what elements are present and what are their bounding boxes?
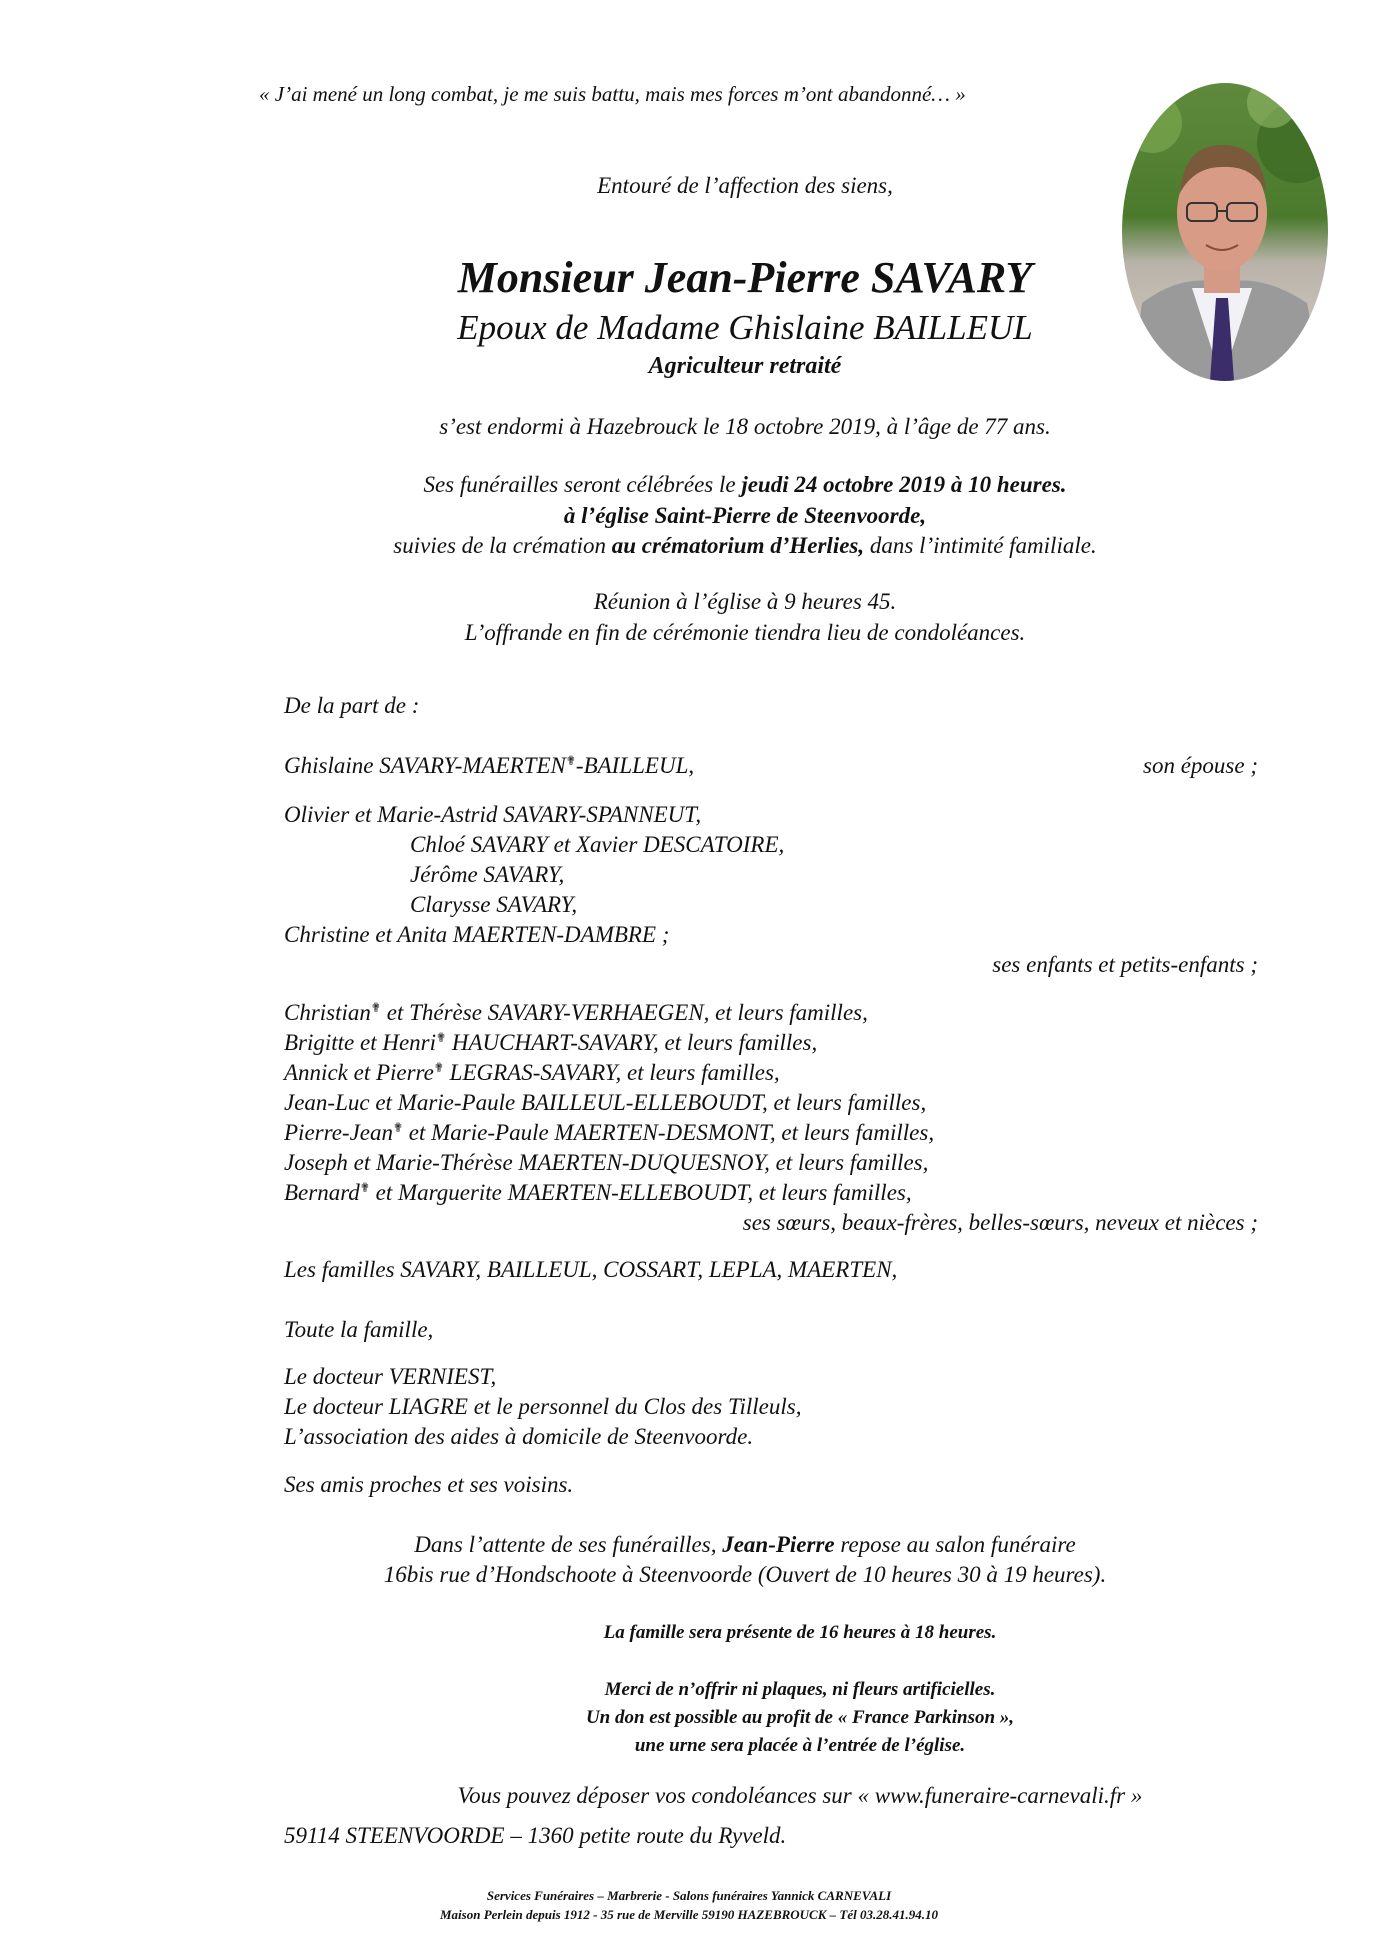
grandchild-line: Chloé SAVARY et Xavier DESCATOIRE, (410, 832, 785, 857)
funeral-church: à l’église Saint-Pierre de Steenvoorde, (563, 503, 927, 528)
epigraph-quote: « J’ai mené un long combat, je me suis battu, mais mes forces m’ont abandonné… » (259, 82, 966, 106)
families-line: Les familles SAVARY, BAILLEUL, COSSART, LEPLA, MAERTEN, (284, 1257, 898, 1282)
deceased-name: Monsieur Jean-Pierre SAVARY (457, 253, 1033, 302)
cross-icon: ✟ (370, 1000, 381, 1015)
offering-note: L’offrande en fin de cérémonie tiendra lieu de condoléances. (464, 620, 1026, 645)
spouse-line: Ghislaine SAVARY-MAERTEN✟-BAILLEUL, (284, 753, 695, 778)
cross-icon: ✟ (392, 1120, 404, 1135)
deceased-occupation: Agriculteur retraité (648, 353, 842, 379)
donation-line: Un don est possible au profit de « France Parkinson », (585, 1707, 1015, 1728)
sibling-line: Annick et Pierre✟ LEGRAS-SAVARY, et leurs familles, (284, 1060, 780, 1085)
sibling-line: Pierre-Jean✟ et Marie-Paule MAERTEN-DESMONT, et leurs familles, (284, 1120, 935, 1145)
no-flowers-line: Merci de n’offrir ni plaques, ni fleurs artificielles. (604, 1679, 996, 1700)
sibling-line: Brigitte et Henri✟ HAUCHART-SAVARY, et leurs familles, (284, 1030, 818, 1055)
cross-icon: ✟ (436, 1030, 447, 1045)
sibling-line: Bernard✟ et Marguerite MAERTEN-ELLEBOUDT, et leurs familles, (284, 1180, 912, 1205)
footer-contact: Maison Perlein depuis 1912 - 35 rue de Merville 59190 HAZEBROUCK – Tél 03.28.41.94.10 (440, 1907, 938, 1922)
sibling-line: Joseph et Marie-Thérèse MAERTEN-DUQUESNOY, et leurs familles, (284, 1150, 929, 1175)
cross-icon: ✟ (565, 753, 576, 768)
grandchild-line: Jérôme SAVARY, (410, 862, 565, 887)
children-relation: ses enfants et petits-enfants ; (992, 952, 1258, 977)
urn-line: une urne sera placée à l’entrée de l’église. (634, 1735, 966, 1756)
siblings-relation: ses sœurs, beaux-frères, belles-sœurs, neveux et nièces ; (742, 1210, 1258, 1235)
condolences-line: Vous pouvez déposer vos condoléances sur « www.funeraire-carnevali.fr » (457, 1783, 1143, 1808)
whole-family-line: Toute la famille, (284, 1317, 434, 1342)
footer-company: Services Funéraires – Marbrerie - Salons funéraires Yannick CARNEVALI (486, 1888, 892, 1903)
funeral-date-line: Ses funérailles seront célébrées le jeudi 24 octobre 2019 à 10 heures. (423, 472, 1067, 497)
cross-icon: ✟ (433, 1060, 444, 1075)
deceased-spouse: Epoux de Madame Ghislaine BAILLEUL (457, 308, 1033, 347)
grandchild-line: Clarysse SAVARY, (410, 892, 578, 917)
association-line: L’association des aides à domicile de Steenvoorde. (284, 1424, 754, 1449)
death-announcement: s’est endormi à Hazebrouck le 18 octobre 2019, à l’âge de 77 ans. (439, 414, 1051, 439)
intro-line: Entouré de l’affection des siens, (597, 173, 893, 198)
funeral-date: jeudi 24 octobre 2019 à 10 heures. (741, 472, 1067, 497)
first-name: Jean-Pierre (722, 1532, 835, 1557)
child-line: Christine et Anita MAERTEN-DAMBRE ; (284, 922, 670, 947)
cross-icon: ✟ (359, 1180, 370, 1195)
viewing-line: Dans l’attente de ses funérailles, Jean-Pierre repose au salon funéraire (414, 1532, 1076, 1557)
doctor-line: Le docteur LIAGRE et le personnel du Clos des Tilleuls, (284, 1394, 802, 1419)
viewing-address: 16bis rue d’Hondschoote à Steenvoorde (Ouvert de 10 heures 30 à 19 heures). (383, 1562, 1107, 1587)
sibling-line: Jean-Luc et Marie-Paule BAILLEUL-ELLEBOUDT, et leurs familles, (284, 1090, 927, 1115)
crematorium: au crématorium d’Herlies, (611, 533, 865, 558)
meeting-time: Réunion à l’église à 9 heures 45. (593, 589, 897, 614)
sibling-line: Christian✟ et Thérèse SAVARY-VERHAEGEN, et leurs familles, (284, 1000, 868, 1025)
cremation-line: suivies de la crémation au crématorium d’Herlies, dans l’intimité familiale. (393, 533, 1097, 558)
spouse-relation: son épouse ; (1143, 753, 1258, 778)
child-line: Olivier et Marie-Astrid SAVARY-SPANNEUT, (284, 802, 702, 827)
from-label: De la part de : (284, 693, 420, 718)
family-presence: La famille sera présente de 16 heures à 18 heures. (603, 1622, 997, 1643)
address-line: 59114 STEENVOORDE – 1360 petite route du Ryveld. (284, 1823, 787, 1848)
friends-line: Ses amis proches et ses voisins. (284, 1472, 574, 1497)
doctor-line: Le docteur VERNIEST, (284, 1364, 497, 1389)
